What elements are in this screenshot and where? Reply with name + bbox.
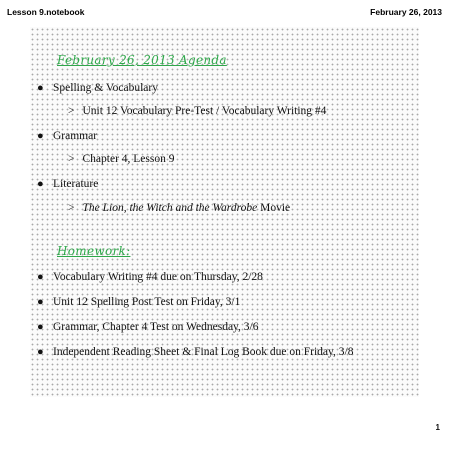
bullet-icon: ● bbox=[37, 82, 44, 94]
page-date: February 26, 2013 bbox=[370, 7, 442, 17]
chevron-right-icon: > bbox=[68, 105, 75, 117]
bullet-icon: ● bbox=[37, 271, 44, 283]
page-number: 1 bbox=[435, 423, 440, 432]
agenda-item-label: Grammar bbox=[53, 130, 98, 142]
agenda-subitem-text: Movie bbox=[257, 202, 291, 214]
bullet-icon: ● bbox=[37, 346, 44, 358]
homework-item-text: Vocabulary Writing #4 due on Thursday, 2/28 bbox=[53, 271, 263, 283]
homework-item-text: Independent Reading Sheet & Final Log Book due on Friday, 3/8 bbox=[53, 346, 354, 358]
agenda-item-label: Spelling & Vocabulary bbox=[53, 82, 158, 94]
chevron-right-icon: > bbox=[68, 202, 75, 214]
homework-heading: Homework: bbox=[57, 244, 131, 258]
homework-item-text: Unit 12 Spelling Post Test on Friday, 3/1 bbox=[53, 296, 241, 308]
notebook-file-name: Lesson 9.notebook bbox=[7, 7, 85, 17]
chevron-right-icon: > bbox=[68, 153, 75, 165]
agenda-subitem-text: Unit 12 Vocabulary Pre-Test / Vocabulary Writing #4 bbox=[82, 105, 327, 117]
bullet-icon: ● bbox=[37, 178, 44, 190]
agenda-item-label: Literature bbox=[53, 178, 99, 190]
bullet-icon: ● bbox=[37, 296, 44, 308]
bullet-icon: ● bbox=[37, 321, 44, 333]
movie-title: The Lion, the Witch and the Wardrobe bbox=[82, 202, 258, 214]
agenda-subitem-text: Chapter 4, Lesson 9 bbox=[82, 153, 175, 165]
homework-item-text: Grammar, Chapter 4 Test on Wednesday, 3/6 bbox=[53, 321, 259, 333]
agenda-heading: February 26, 2013 Agenda bbox=[57, 53, 227, 67]
bullet-icon: ● bbox=[37, 130, 44, 142]
